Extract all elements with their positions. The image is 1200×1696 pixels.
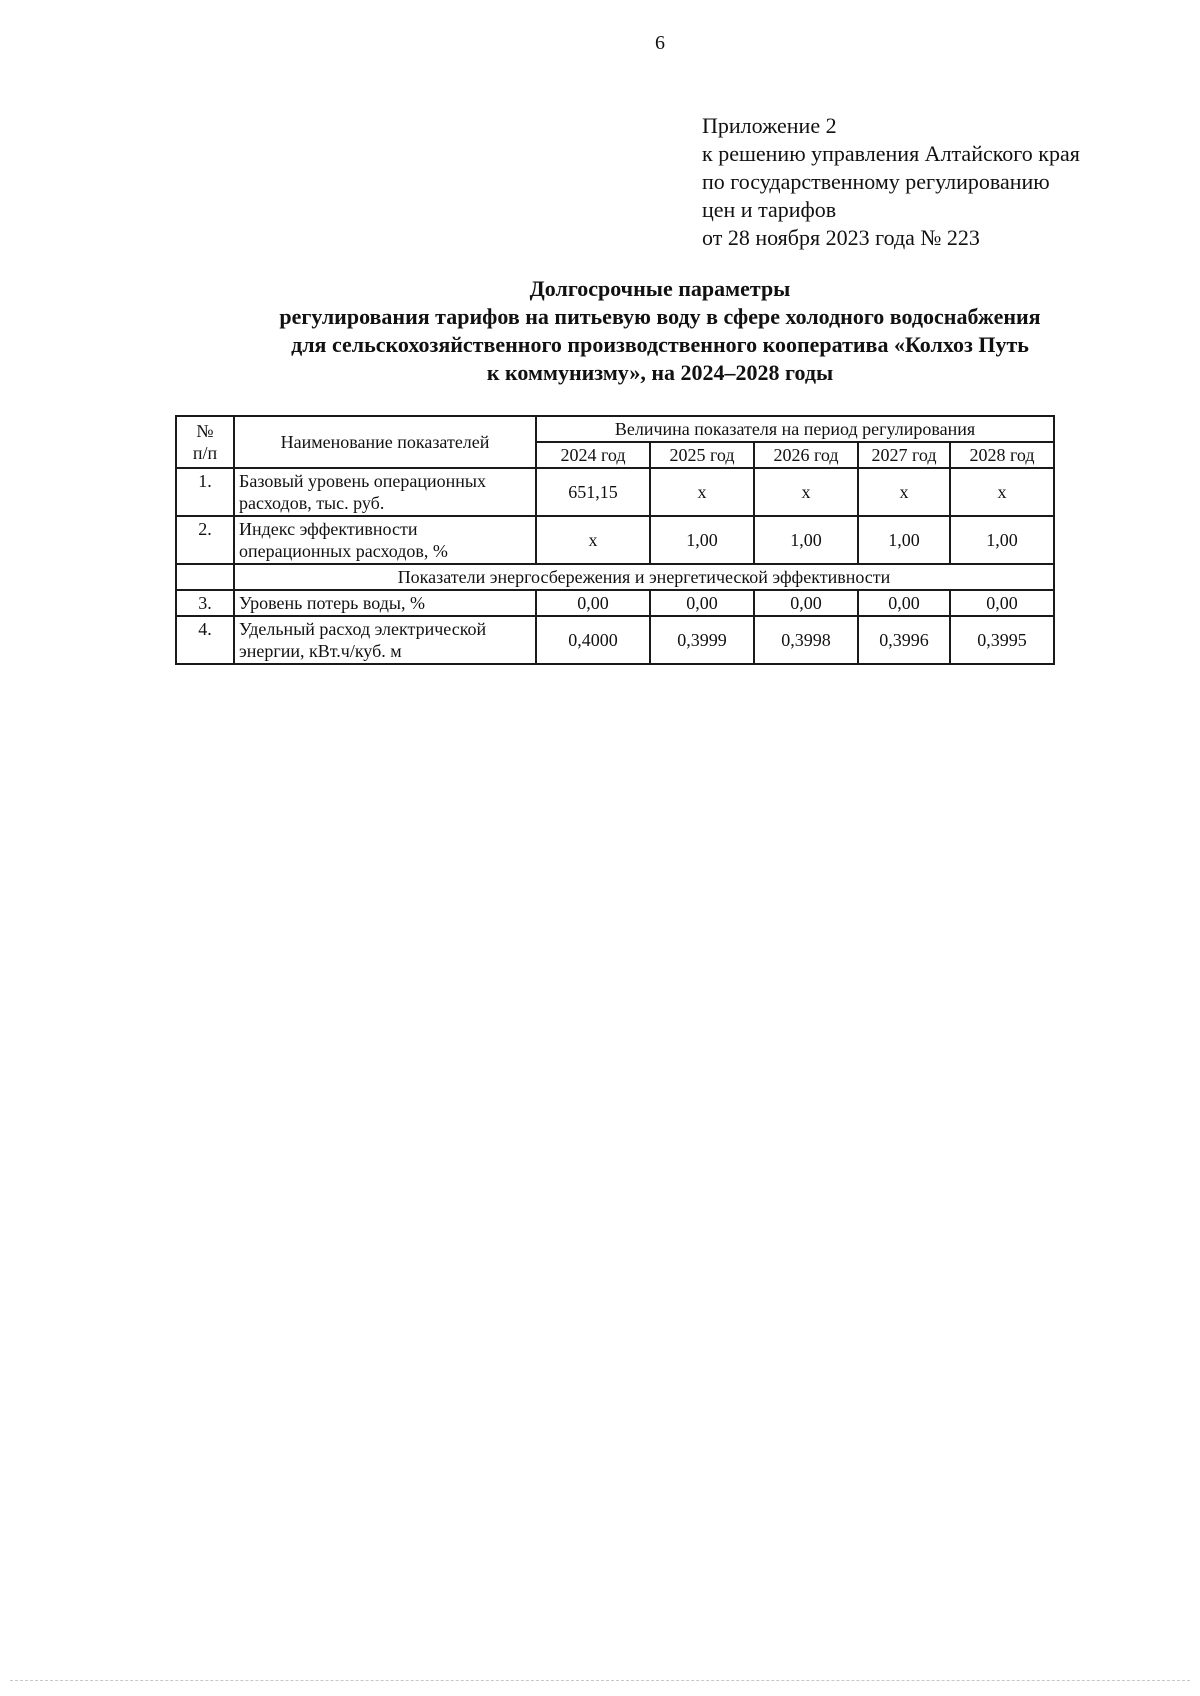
appendix-line: от 28 ноября 2023 года № 223 — [702, 225, 980, 250]
row-value: 0,00 — [858, 590, 950, 616]
appendix-line: цен и тарифов — [702, 197, 837, 222]
appendix-line: по государственному регулированию — [702, 169, 1050, 194]
header-period: Величина показателя на период регулирования — [536, 416, 1054, 442]
header-year: 2025 год — [650, 442, 754, 468]
row-num: 3. — [176, 590, 234, 616]
table-row — [176, 616, 1054, 664]
row-name: Удельный расход электрической энергии, кВт.ч/куб. м — [234, 616, 536, 664]
row-value: 1,00 — [754, 516, 858, 564]
document-title — [180, 275, 1140, 387]
table-row — [176, 516, 1054, 564]
title-line: регулирования тарифов на питьевую воду в сфере холодного водоснабжения — [279, 304, 1041, 329]
row-value: 0,3998 — [754, 616, 858, 664]
row-name: Базовый уровень операционных расходов, тыс. руб. — [234, 468, 536, 516]
row-value: 0,00 — [950, 590, 1054, 616]
header-year: 2027 год — [858, 442, 950, 468]
row-name: Уровень потерь воды, % — [234, 590, 536, 616]
row-value: 0,00 — [536, 590, 650, 616]
row-value: х — [858, 468, 950, 516]
header-name: Наименование показателей — [234, 416, 536, 468]
row-value: 0,00 — [650, 590, 754, 616]
table-row — [176, 590, 1054, 616]
row-num: 4. — [176, 616, 234, 664]
row-name: Индекс эффективности операционных расходов, % — [234, 516, 536, 564]
section-row — [176, 564, 1054, 590]
row-value: х — [950, 468, 1054, 516]
row-value: 0,00 — [754, 590, 858, 616]
section-title: Показатели энергосбережения и энергетической эффективности — [234, 564, 1054, 590]
header-year: 2028 год — [950, 442, 1054, 468]
scan-edge-line — [10, 1680, 1190, 1681]
appendix-line: к решению управления Алтайского края — [702, 141, 1080, 166]
appendix-line: Приложение 2 — [702, 113, 837, 138]
row-value: х — [754, 468, 858, 516]
row-value: 0,3995 — [950, 616, 1054, 664]
row-value: 1,00 — [858, 516, 950, 564]
page-number: 6 — [655, 32, 665, 54]
parameters-table — [175, 415, 1055, 665]
row-value: 0,3999 — [650, 616, 754, 664]
title-line: Долгосрочные параметры — [529, 276, 791, 301]
section-empty-cell — [176, 564, 234, 590]
row-num: 2. — [176, 516, 234, 564]
title-line: к коммунизму», на 2024–2028 годы — [486, 360, 834, 385]
title-line: для сельскохозяйственного производственного кооператива «Колхоз Путь — [291, 332, 1029, 357]
row-value: 651,15 — [536, 468, 650, 516]
row-value: 1,00 — [950, 516, 1054, 564]
row-num: 1. — [176, 468, 234, 516]
row-value: х — [536, 516, 650, 564]
appendix-block — [702, 112, 1162, 252]
row-value: х — [650, 468, 754, 516]
header-num: № п/п — [176, 416, 234, 468]
row-value: 1,00 — [650, 516, 754, 564]
row-value: 0,3996 — [858, 616, 950, 664]
header-year: 2026 год — [754, 442, 858, 468]
table-header-row — [176, 416, 1054, 442]
header-year: 2024 год — [536, 442, 650, 468]
row-value: 0,4000 — [536, 616, 650, 664]
table-row — [176, 468, 1054, 516]
